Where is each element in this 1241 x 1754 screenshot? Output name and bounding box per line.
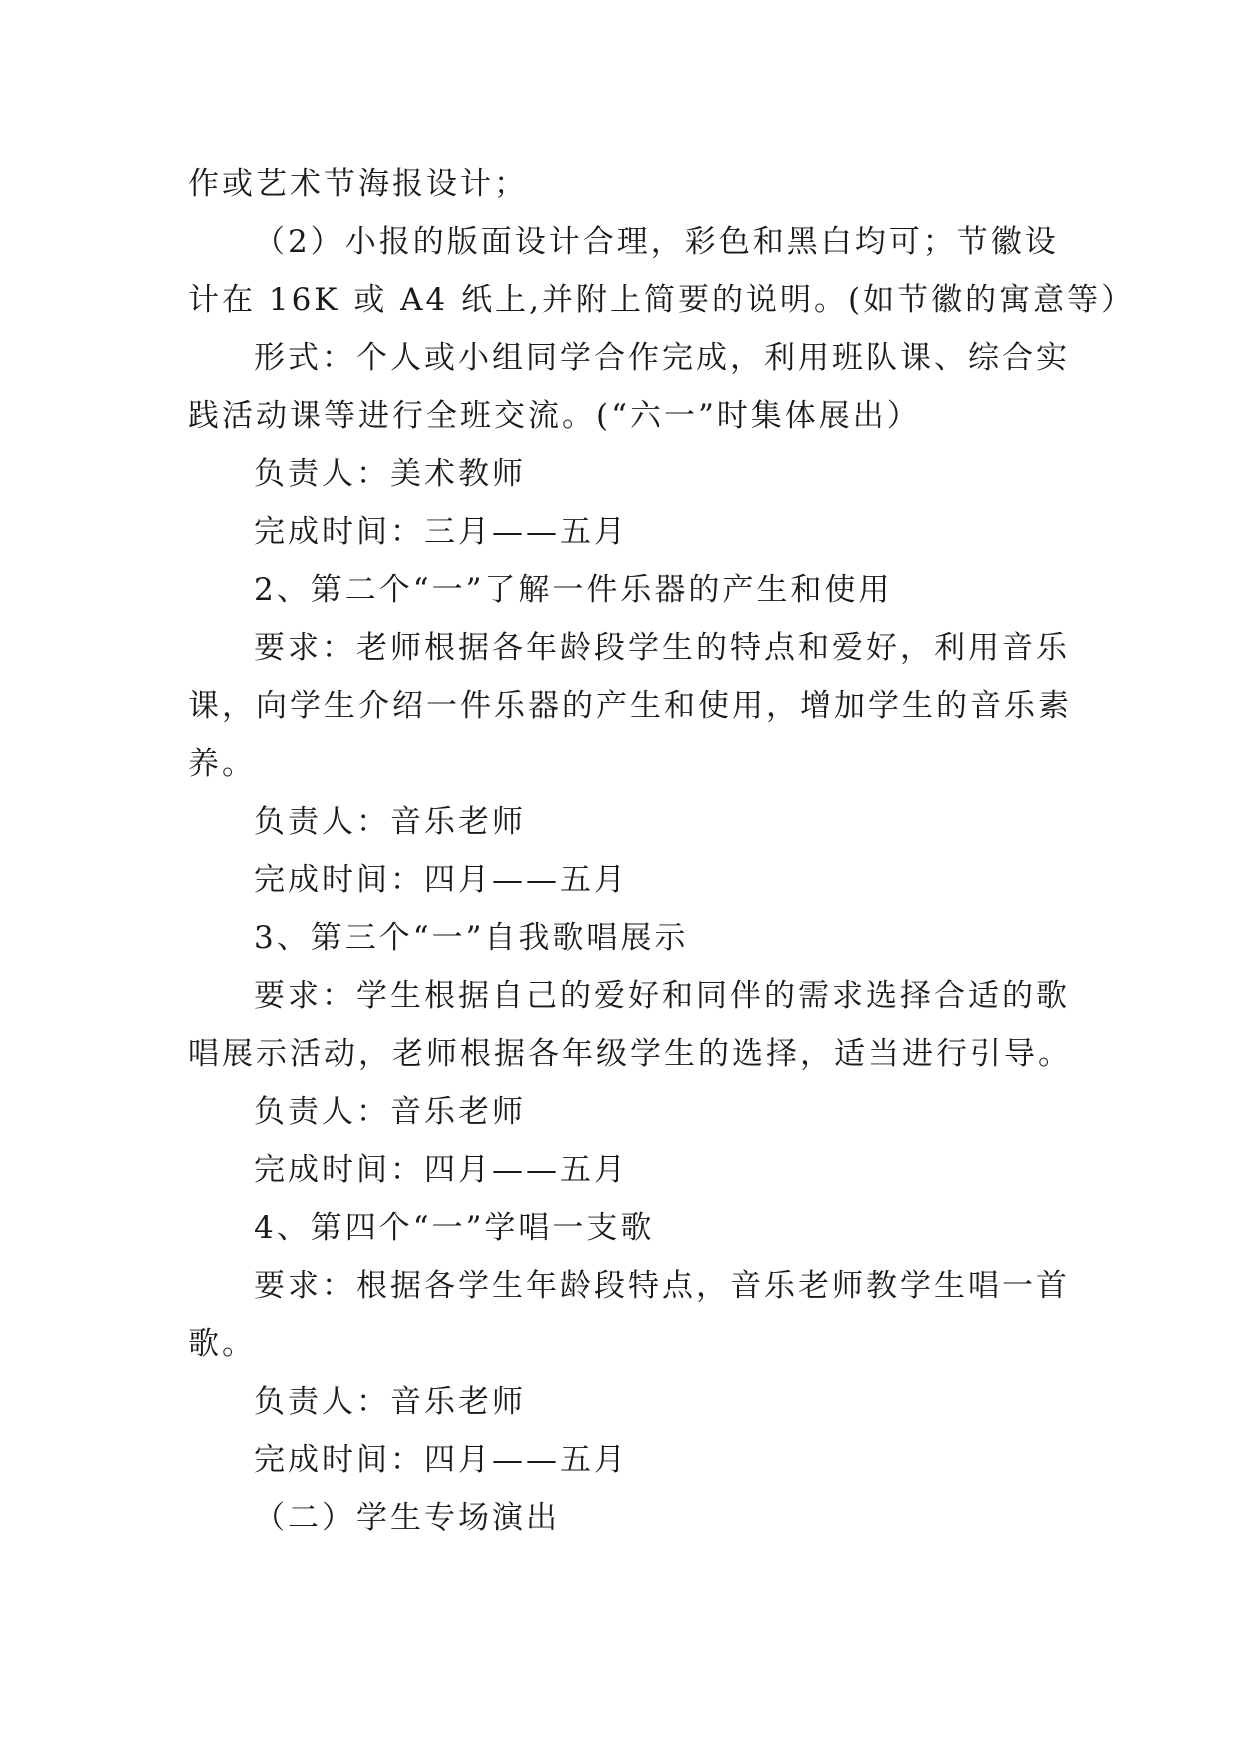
responsible-person: 负责人：音乐老师	[254, 1384, 526, 1420]
text-line: 要求：老师根据各年龄段学生的特点和爱好，利用音乐	[254, 630, 1070, 666]
completion-time: 完成时间：四月——五月	[254, 1442, 628, 1478]
section-heading: 4、第四个“一”学唱一支歌	[254, 1210, 655, 1246]
responsible-person: 负责人：音乐老师	[254, 1094, 526, 1130]
completion-time: 完成时间：三月——五月	[254, 514, 628, 550]
section-heading: 2、第二个“一”了解一件乐器的产生和使用	[254, 572, 893, 608]
text-line: 课，向学生介绍一件乐器的产生和使用，增加学生的音乐素	[188, 688, 1072, 724]
section-heading: （二）学生专场演出	[254, 1500, 560, 1536]
text-line: 计在 16K 或 A4 纸上,并附上简要的说明。(如节徽的寓意等）	[188, 282, 1136, 318]
responsible-person: 负责人：音乐老师	[254, 804, 526, 840]
text-line: 作或艺术节海报设计；	[188, 166, 528, 202]
text-line: 唱展示活动，老师根据各年级学生的选择，适当进行引导。	[188, 1036, 1072, 1072]
text-line: 践活动课等进行全班交流。(“六一”时集体展出）	[188, 398, 921, 434]
text-line: 要求：学生根据自己的爱好和同伴的需求选择合适的歌	[254, 978, 1070, 1014]
text-line: （2）小报的版面设计合理，彩色和黑白均可；节徽设	[254, 224, 1059, 260]
completion-time: 完成时间：四月——五月	[254, 862, 628, 898]
text-line: 要求：根据各学生年龄段特点，音乐老师教学生唱一首	[254, 1268, 1070, 1304]
section-heading: 3、第三个“一”自我歌唱展示	[254, 920, 689, 956]
text-line: 形式：个人或小组同学合作完成，利用班队课、综合实	[254, 340, 1070, 376]
text-line: 歌。	[188, 1326, 256, 1362]
text-line: 养。	[188, 746, 256, 782]
document-body	[188, 155, 1136, 1547]
responsible-person: 负责人：美术教师	[254, 456, 526, 492]
completion-time: 完成时间：四月——五月	[254, 1152, 628, 1188]
